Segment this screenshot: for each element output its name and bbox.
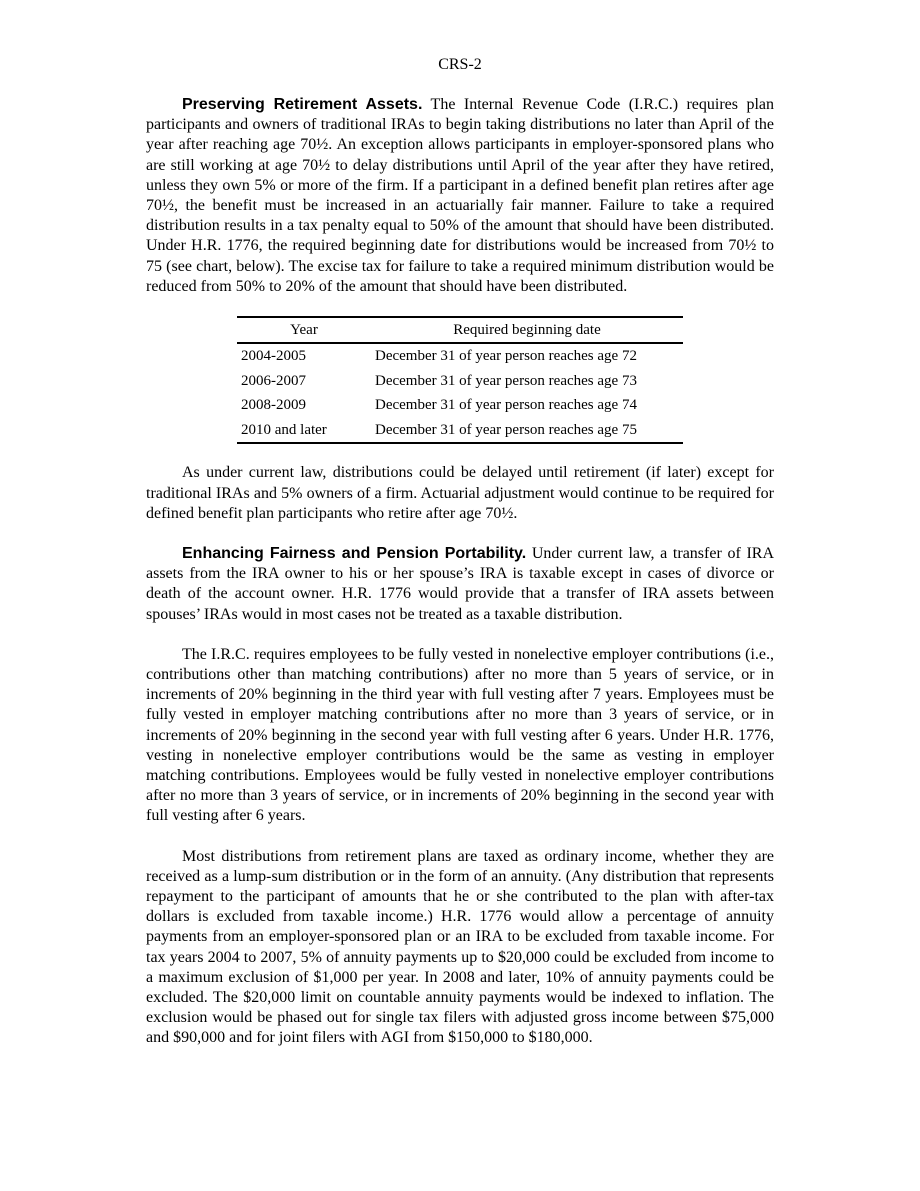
cell-year: 2010 and later <box>241 421 327 438</box>
section-heading-enhancing: Enhancing Fairness and Pension Portability. <box>182 545 527 563</box>
cell-date: December 31 of year person reaches age 73 <box>375 372 637 389</box>
section-heading-preserving: Preserving Retirement Assets. <box>182 96 423 113</box>
paragraph-gap <box>146 625 774 645</box>
cell-date: December 31 of year person reaches age 75 <box>375 421 637 438</box>
paragraph-text: Under current law, a transfer of IRA assets from the IRA owner to his or her spouse’s IRA is taxable except in cases of divorce or death of the account owner. H.R. 1776 would provide that a transfer of IRA assets between spouses’ IRAs would in most cases not be treated as a taxable distribution. <box>146 545 774 623</box>
document-body <box>146 95 774 1049</box>
paragraph-enhancing-fairness <box>146 544 774 625</box>
column-header-year: Year <box>237 317 371 343</box>
table-row <box>237 393 683 418</box>
paragraph-gap <box>146 524 774 544</box>
paragraph-annuity-exclusion: Most distributions from retirement plans are taxed as ordinary income, whether they are received as a lump-sum distribution or in the form of an annuity. (Any distribution that represents repayment to the participant of amounts that he or she contributed to the plan with after-tax dollars is excluded from taxable income.) H.R. 1776 would allow a percentage of annuity payments from an employer-sponsored plan or an IRA to be excluded from taxable income. For tax years 2004 to 2007, 5% of annuity payments up to $20,000 could be excluded from income to a maximum exclusion of $1,000 per year. In 2008 and later, 10% of annuity payments could be excluded. The $20,000 limit on countable annuity payments would be indexed to inflation. The exclusion would be phased out for single tax filers with adjusted gross income between $75,000 and $90,000 and for joint filers with AGI from $150,000 to $180,000. <box>146 847 774 1047</box>
paragraph-current-law-delay: As under current law, distributions could be delayed until retirement (if later) except for traditional IRAs and 5% owners of a firm. Actuarial adjustment would continue to be required for defined benefit plan participants who retire after age 70½. <box>146 464 774 522</box>
paragraph-vesting: The I.R.C. requires employees to be fully vested in nonelective employer contributions (i.e., contributions other than matching contributions) after no more than 5 years of service, or in increments of 20% beginning in the third year with full vesting after 7 years. Employees must be fully vested in employer matching contributions after no more than 3 years of service, or in increments of 20% beginning in the second year with full vesting after 6 years. Under H.R. 1776, vesting in nonelective employer contributions would be the same as vesting in employer matching contributions. Employees would be fully vested in nonelective employer contributions after no more than 3 years of service, or in increments of 20% beginning in the second year with full vesting after 6 years. <box>146 645 774 825</box>
table-row <box>237 418 683 444</box>
cell-date: December 31 of year person reaches age 74 <box>375 397 637 414</box>
table-row <box>237 369 683 394</box>
paragraph-gap <box>146 827 774 847</box>
cell-year: 2008-2009 <box>241 397 306 414</box>
cell-date: December 31 of year person reaches age 72 <box>375 348 637 365</box>
paragraph-preserving-retirement-assets <box>146 95 774 297</box>
table-header-row <box>237 317 683 343</box>
page-header: CRS-2 <box>438 56 482 73</box>
required-beginning-date-table <box>237 316 683 444</box>
cell-year: 2004-2005 <box>241 348 306 365</box>
column-header-required-beginning-date: Required beginning date <box>371 317 683 343</box>
table-row <box>237 343 683 369</box>
paragraph-text: The Internal Revenue Code (I.R.C.) requires plan participants and owners of traditional IRAs to begin taking distributions no later than April of the year after reaching age 70½. An exception allows participants in employer-sponsored plans who are still working at age 70½ to delay distributions until April of the year after they have retired, unless they own 5% or more of the firm. If a participant in a defined benefit plan retires after age 70½, the benefit must be increased in an actuarially fair manner. Failure to take a required distribution results in a tax penalty equal to 50% of the amount that should have been distributed. Under H.R. 1776, the required beginning date for distributions would be increased from 70½ to 75 (see chart, below). The excise tax for failure to take a required minimum distribution would be reduced from 50% to 20% of the amount that should have been distributed. <box>146 96 774 295</box>
table-container <box>146 316 774 444</box>
cell-year: 2006-2007 <box>241 372 306 389</box>
